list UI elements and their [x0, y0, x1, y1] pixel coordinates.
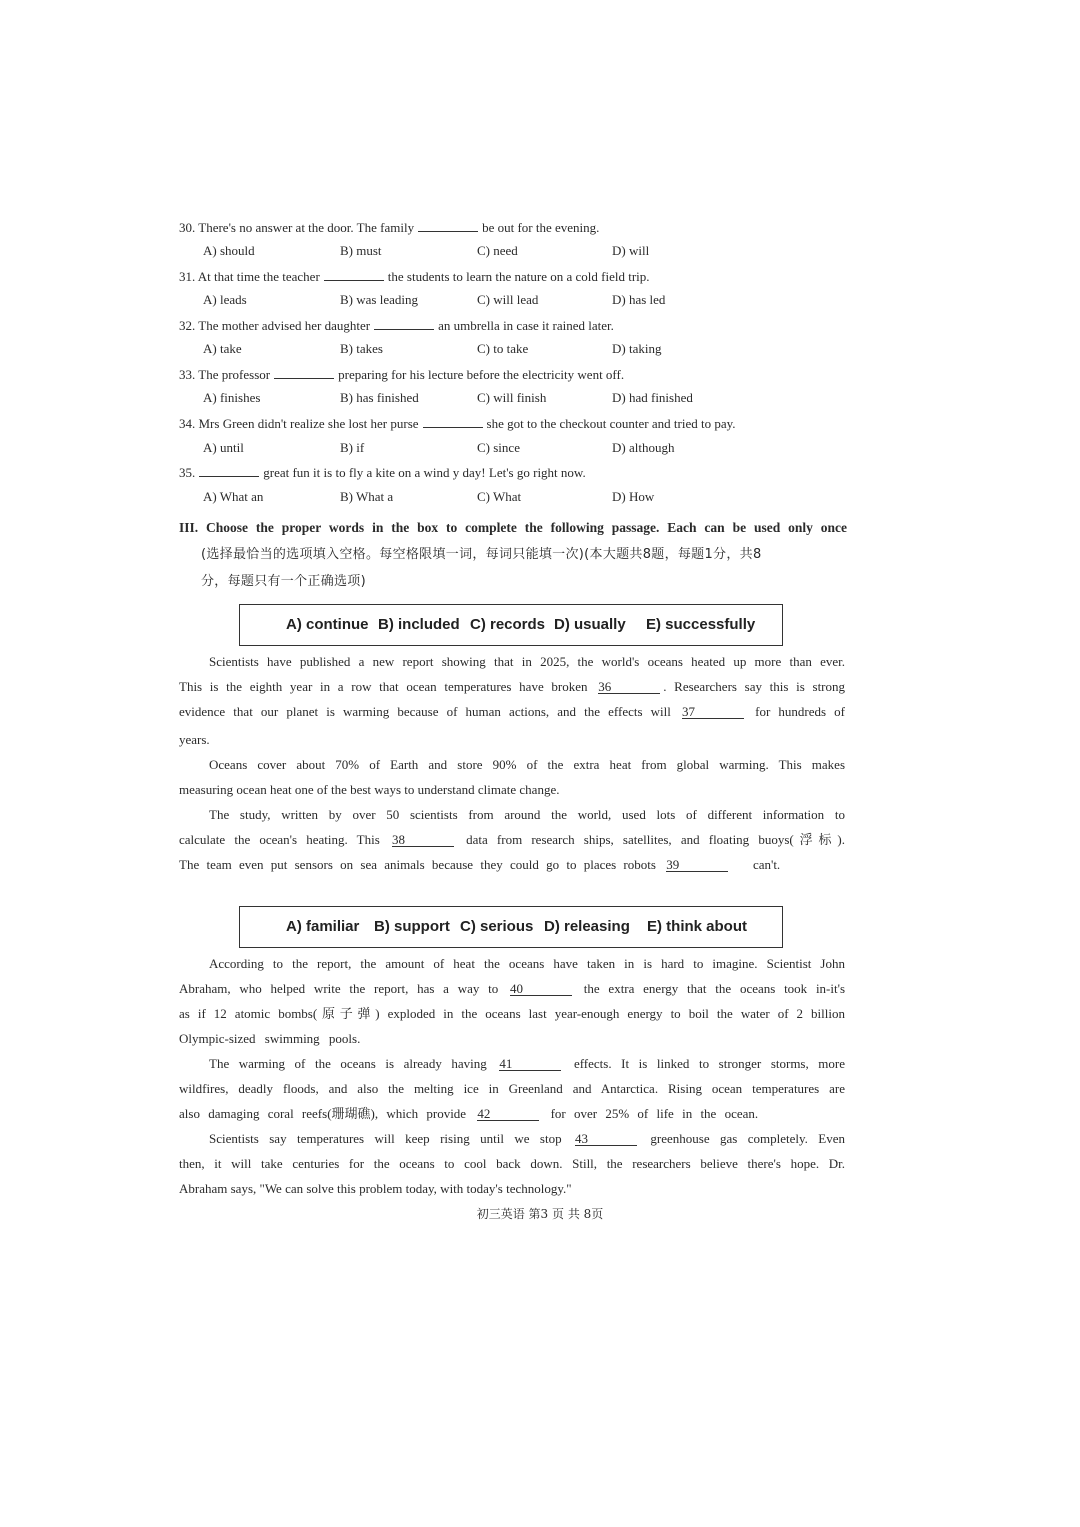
option-d: D) although — [612, 440, 675, 455]
options-34 — [203, 440, 863, 460]
option-a: A) What an — [203, 489, 264, 504]
option-d: D) will — [612, 243, 650, 258]
option-b: B) has finished — [340, 390, 419, 405]
word-choice: E) successfully — [646, 616, 756, 633]
option-a: A) take — [203, 341, 242, 356]
question-text: 35. — [179, 465, 196, 480]
option-b: B) What a — [340, 489, 394, 504]
passage-line: also damaging coral reefs(珊瑚礁), which provide 42 for over 25% of life in the ocean. — [179, 1106, 759, 1121]
question-31 — [179, 268, 650, 285]
answer-blank — [374, 317, 434, 330]
answer-blank — [199, 464, 259, 477]
section-instructions: 分，每题只有一个正确选项) — [201, 574, 366, 589]
question-35 — [179, 464, 586, 481]
option-a: A) leads — [203, 292, 247, 307]
option-a: A) until — [203, 440, 244, 455]
word-choice: D) releasing — [544, 918, 630, 935]
blank-36: 36 — [598, 680, 660, 694]
blank-40: 40 — [510, 982, 572, 996]
page-footer: 初三英语 第3 页 共 8页 — [476, 1207, 604, 1221]
word-choice: B) included — [378, 616, 460, 633]
question-text: an umbrella in case it rained later. — [438, 318, 614, 333]
word-choice: E) think about — [647, 918, 747, 935]
question-text: she got to the checkout counter and tried to pay. — [486, 416, 736, 431]
passage-line: Olympic-sized swimming pools. — [179, 1031, 361, 1046]
blank-39: 39 — [666, 858, 728, 872]
question-text: 30. There's no answer at the door. The family — [179, 220, 415, 235]
passage-1 — [179, 649, 845, 877]
question-32 — [179, 317, 614, 334]
word-choice: A) familiar — [286, 918, 360, 935]
question-text: be out for the evening. — [482, 220, 600, 235]
word-choice: B) support — [374, 918, 450, 935]
option-a: A) should — [203, 243, 255, 258]
option-d: D) has led — [612, 292, 666, 307]
passage-line: years. — [179, 732, 210, 747]
word-box-1 — [239, 604, 783, 646]
passage-line: wildfires, deadly floods, and also the melting ice in Greenland and Antarctica. Rising ocean temperatures are — [179, 1081, 845, 1096]
section-3-heading — [179, 514, 847, 595]
option-c: C) since — [477, 440, 520, 455]
option-c: C) need — [477, 243, 518, 258]
passage-line: This is the eighth year in a row that ocean temperatures have broken 36 . Researchers say this is strong — [179, 679, 846, 694]
blank-43: 43 — [575, 1132, 637, 1146]
option-b: B) if — [340, 440, 365, 455]
passage-line: evidence that our planet is warming because of human actions, and the effects will 37 for hundreds of — [179, 704, 846, 719]
question-text: 32. The mother advised her daughter — [179, 318, 371, 333]
passage-line: Scientists have published a new report showing that in 2025, the world's oceans heated up more than ever. — [209, 654, 845, 669]
answer-blank — [423, 415, 483, 428]
option-c: C) What — [477, 489, 522, 504]
option-b: B) takes — [340, 341, 383, 356]
question-text: 31. At that time the teacher — [179, 269, 320, 284]
section-title: III. Choose the proper words in the box to complete the following passage. Each can be used only once — [179, 520, 847, 535]
option-d: D) had finished — [612, 390, 693, 405]
passage-line: According to the report, the amount of heat the oceans have taken in is hard to imagine. Scientist John — [209, 956, 845, 971]
question-text: the students to learn the nature on a cold field trip. — [387, 269, 650, 284]
option-c: C) will lead — [477, 292, 539, 307]
blank-42: 42 — [477, 1107, 539, 1121]
option-c: C) to take — [477, 341, 529, 356]
passage-line: then, it will take centuries for the oceans to cool back down. Still, the researchers believe there's hope. Dr. — [179, 1156, 845, 1171]
passage-line: as if 12 atomic bombs(原子弹) exploded in the oceans last year-enough energy to boil the water of 2 billion — [179, 1006, 845, 1021]
passage-line: The team even put sensors on sea animals because they could go to places robots 39 can't. — [179, 857, 781, 872]
section-instructions: (选择最恰当的选项填入空格。每空格限填一词，每词只能填一次)(本大题共8题，每题1分，共8 — [201, 547, 762, 562]
question-text: great fun it is to fly a kite on a wind y day! Let's go right now. — [263, 465, 586, 480]
option-d: D) How — [612, 489, 655, 504]
options-31 — [203, 292, 863, 312]
word-choice: A) continue — [286, 616, 369, 633]
options-33 — [203, 390, 863, 410]
question-text: 34. Mrs Green didn't realize she lost her purse — [179, 416, 419, 431]
passage-line: measuring ocean heat one of the best ways to understand climate change. — [179, 782, 560, 797]
question-30 — [179, 219, 599, 236]
passage-2 — [179, 951, 845, 1201]
word-choice: D) usually — [554, 616, 626, 633]
option-b: B) must — [340, 243, 382, 258]
answer-blank — [274, 366, 334, 379]
options-30 — [203, 243, 863, 263]
passage-line: The warming of the oceans is already having 41 effects. It is linked to stronger storms, more — [209, 1056, 846, 1071]
option-d: D) taking — [612, 341, 662, 356]
word-choice: C) serious — [460, 918, 534, 935]
passage-line: Oceans cover about 70% of Earth and store 90% of the extra heat from global warming. This makes — [209, 757, 845, 772]
options-32 — [203, 341, 863, 361]
answer-blank — [324, 268, 384, 281]
passage-line: The study, written by over 50 scientists from around the world, used lots of different information to — [209, 807, 845, 822]
blank-38: 38 — [392, 833, 454, 847]
question-text: 33. The professor — [179, 367, 271, 382]
option-a: A) finishes — [203, 390, 261, 405]
blank-37: 37 — [682, 705, 744, 719]
question-33 — [179, 366, 624, 383]
question-text: preparing for his lecture before the electricity went off. — [338, 367, 625, 382]
options-35 — [203, 489, 863, 509]
passage-line: calculate the ocean's heating. This 38 data from research ships, satellites, and floating buoys(浮标). — [179, 832, 846, 847]
passage-line: Abraham, who helped write the report, has a way to 40 the extra energy that the oceans took in-it's — [179, 981, 846, 996]
option-b: B) was leading — [340, 292, 418, 307]
passage-line: Abraham says, "We can solve this problem today, with today's technology." — [179, 1181, 572, 1196]
passage-line: Scientists say temperatures will keep rising until we stop 43 greenhouse gas completely. Even — [209, 1131, 846, 1146]
answer-blank — [418, 219, 478, 232]
word-box-2 — [239, 906, 783, 948]
option-c: C) will finish — [477, 390, 547, 405]
blank-41: 41 — [499, 1057, 561, 1071]
question-34 — [179, 415, 736, 432]
word-choice: C) records — [470, 616, 546, 633]
